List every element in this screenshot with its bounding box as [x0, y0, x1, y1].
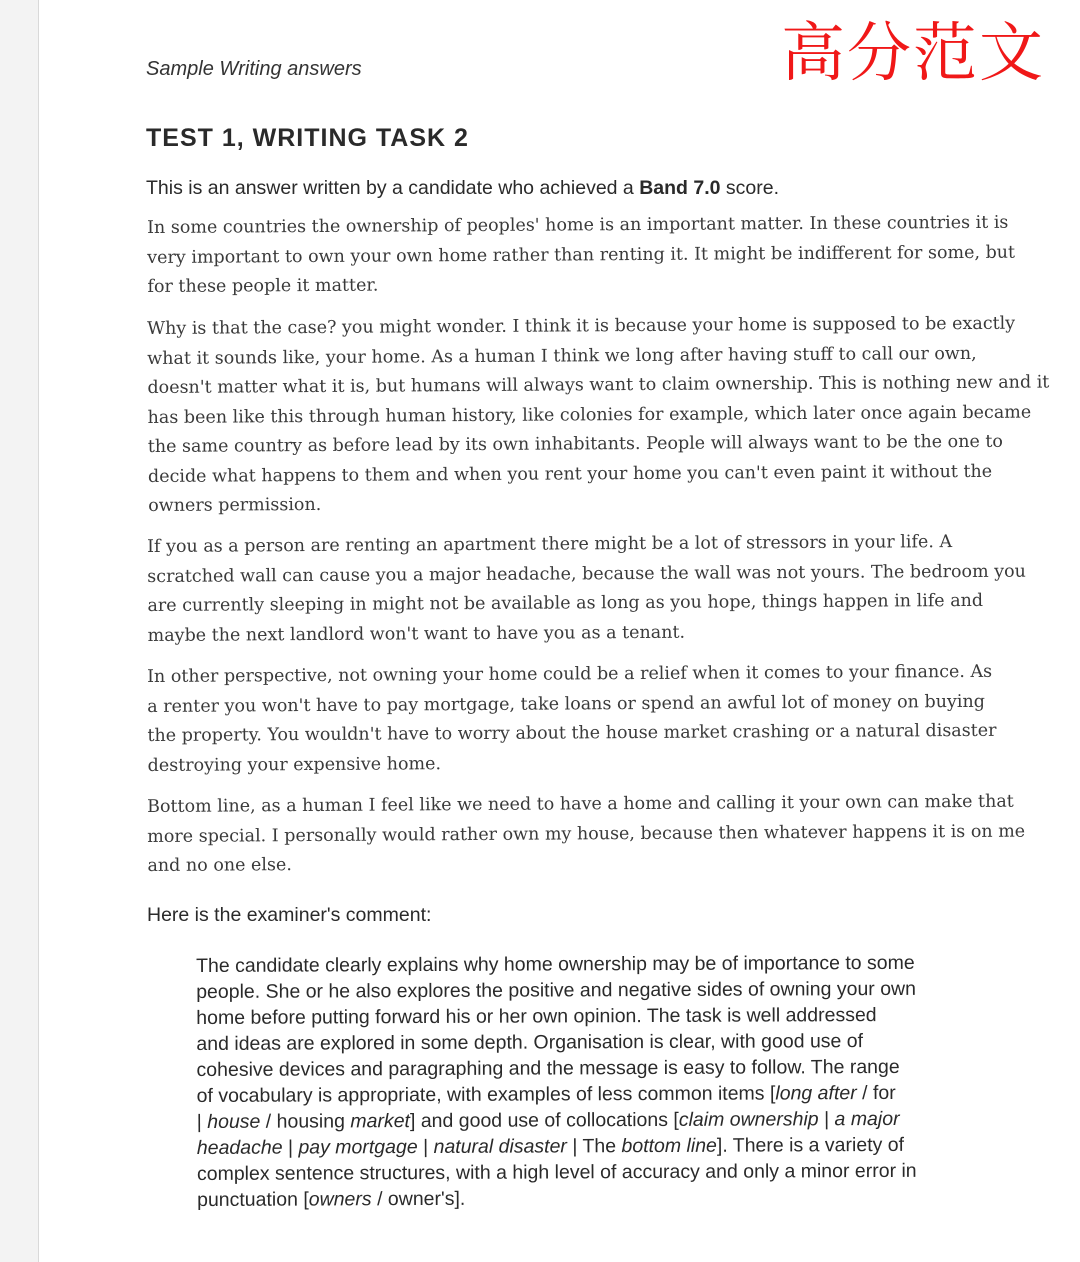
comment-example: long after	[775, 1082, 857, 1105]
essay-line: the property. You wouldn't have to worry about the house market crashing or a natural disaster	[147, 720, 997, 746]
essay-line: In other perspective, not owning your home could be a relief when it comes to your finance. As	[147, 661, 993, 687]
comment-text: |	[196, 1110, 208, 1133]
comment-text: punctuation [	[197, 1188, 309, 1211]
comment-line	[197, 1079, 1017, 1109]
candidate-essay	[147, 212, 1050, 894]
task-title: TEST 1, WRITING TASK 2	[146, 124, 469, 152]
essay-line: a renter you won't have to pay mortgage, take loans or spend an awful lot of money on buying	[147, 691, 985, 717]
comment-text: / housing	[260, 1110, 351, 1133]
essay-line: are currently sleeping in might not be available as long as you hope, things happen in life and	[147, 590, 984, 616]
essay-paragraph	[147, 658, 997, 781]
essay-line: scratched wall can cause you a major headache, because the wall was not yours. The bedroom you	[147, 561, 1026, 587]
comment-heading: Here is the examiner's comment:	[147, 904, 432, 926]
intro-line	[146, 177, 779, 200]
comment-text: | The	[566, 1135, 622, 1158]
comment-text: |	[282, 1136, 299, 1159]
comment-example: owners	[308, 1188, 372, 1211]
essay-paragraph	[147, 209, 1016, 303]
essay-line: In some countries the ownership of peoples' home is an important matter. In these countries it is	[147, 212, 1009, 238]
intro-text-after: score.	[720, 177, 779, 199]
running-head: Sample Writing answers	[146, 58, 362, 80]
essay-line: If you as a person are renting an apartment there might be a lot of stressors in your life. A	[147, 532, 953, 557]
comment-line	[197, 1183, 1017, 1213]
essay-line: decide what happens to them and when you rent your home you can't even paint it without the	[147, 460, 993, 486]
essay-line: the same country as before lead by its own inhabitants. People will always want to be the one to	[147, 431, 1003, 457]
essay-line: Why is that the case? you might wonder. I think it is because your home is supposed to be exactly	[147, 313, 1016, 339]
essay-line: more special. I personally would rather own my house, because then whatever happens it is on me	[147, 821, 1026, 847]
comment-example: natural disaster	[433, 1135, 567, 1158]
essay-line: destroying your expensive home.	[147, 753, 442, 776]
essay-line: and no one else.	[147, 855, 292, 876]
essay-paragraph	[147, 309, 1050, 521]
examiner-comment	[196, 949, 1017, 1213]
comment-line	[197, 1105, 1017, 1135]
comment-text: / owner's].	[371, 1187, 466, 1211]
essay-line: Bottom line, as a human I feel like we need to have a home and calling it your own can make that	[147, 791, 1014, 817]
comment-line: people. She or he also explores the positive and negative sides of owning your own	[196, 977, 917, 1003]
essay-line: doesn't matter what it is, but humans will always want to claim ownership. This is nothing new and it	[147, 371, 1050, 398]
comment-example: headache	[196, 1136, 283, 1159]
comment-example: market	[350, 1110, 411, 1133]
essay-line: what it sounds like, your home. As a human I think we long after having stuff to call our own,	[147, 342, 977, 368]
comment-example: a major	[834, 1107, 900, 1131]
comment-line: The candidate clearly explains why home ownership may be of importance to some	[196, 951, 915, 977]
comment-example: pay mortgage	[298, 1136, 418, 1159]
comment-example: house	[207, 1110, 261, 1133]
comment-line: home before putting forward his or her own opinion. The task is well addressed	[196, 1004, 877, 1029]
essay-paragraph	[147, 788, 1026, 882]
essay-paragraph	[147, 528, 1026, 651]
document-page	[38, 0, 1080, 1262]
essay-line: has been like this through human history, like colonies for example, which later once again became	[147, 401, 1032, 427]
comment-text: ] and good use of collocations [	[409, 1108, 679, 1133]
essay-line: very important to own your own home rather than renting it. It might be indifferent for some, but	[147, 242, 1016, 268]
comment-text: / for	[856, 1081, 896, 1105]
comment-example: claim ownership	[678, 1108, 819, 1131]
comment-text: |	[818, 1108, 835, 1131]
essay-line: maybe the next landlord won't want to have you as a tenant.	[147, 622, 686, 646]
comment-text: |	[417, 1135, 434, 1159]
comment-line: and ideas are explored in some depth. Organisation is clear, with good use of	[196, 1030, 864, 1055]
comment-line: cohesive devices and paragraphing and the message is easy to follow. The range	[196, 1055, 900, 1081]
stamp-label: 高分范文	[781, 17, 1045, 91]
comment-line	[197, 1131, 1017, 1161]
comment-example: bottom line	[621, 1134, 717, 1158]
comment-line: complex sentence structures, with a high level of accuracy and only a minor error in	[196, 1159, 917, 1185]
comment-text: ]. There is a variety of	[716, 1133, 905, 1157]
comment-text: of vocabulary is appropriate, with examples of less common items [	[196, 1082, 776, 1107]
essay-line: owners permission.	[148, 494, 322, 516]
intro-text-before: This is an answer written by a candidate who achieved a	[146, 177, 640, 199]
essay-line: for these people it matter.	[147, 275, 379, 297]
band-score: Band 7.0	[639, 177, 721, 199]
